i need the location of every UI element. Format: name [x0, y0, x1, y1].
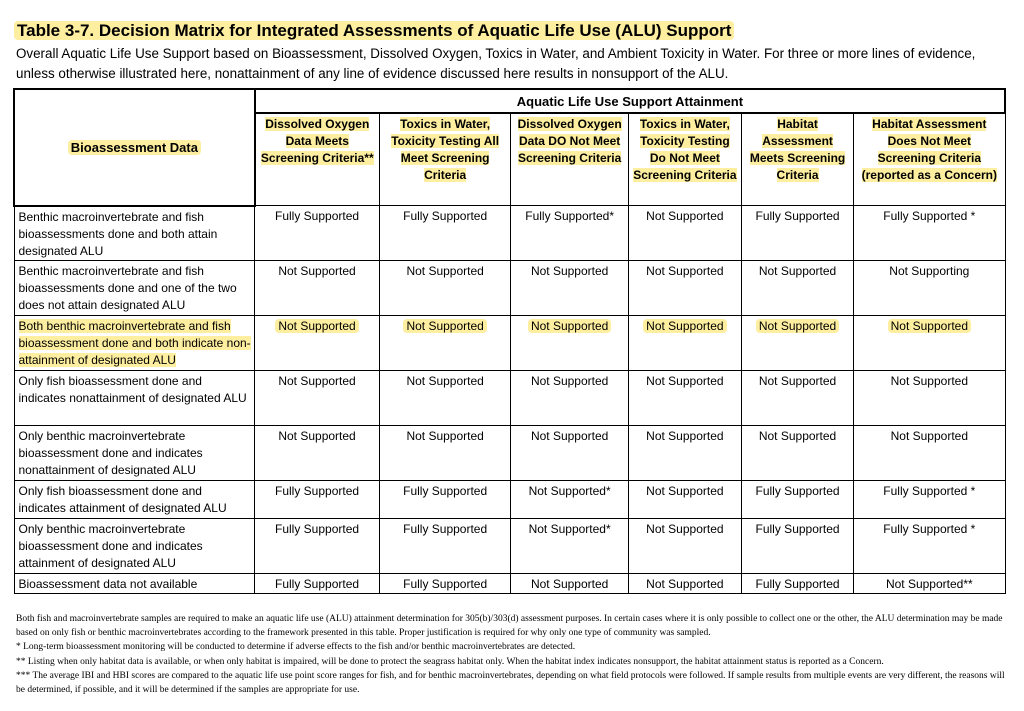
table-cell: Fully Supported — [379, 206, 511, 261]
column-header-label: Toxics in Water, Toxicity Testing Do Not Meet Screening Criteria — [633, 117, 737, 182]
corner-header — [14, 89, 255, 206]
row-label: Benthic macroinvertebrate and fish bioassessments done and both attain designated ALU — [14, 206, 255, 261]
column-header — [854, 113, 1005, 206]
table-cell: Not Supported — [511, 574, 628, 594]
column-header-label: Habitat Assessment Does Not Meet Screening Criteria (reported as a Concern) — [861, 117, 997, 182]
table-cell: Fully Supported — [255, 574, 380, 594]
table-cell: Fully Supported — [741, 206, 853, 261]
row-label-text: Both benthic macroinvertebrate and fish bioassessment done and both indicate non-attainment of designated ALU — [18, 319, 251, 367]
table-cell: Not Supported — [854, 426, 1005, 481]
table-cell: Fully Supported — [379, 519, 511, 574]
table-cell: Fully Supported * — [854, 206, 1005, 261]
table-cell: Not Supported — [628, 261, 741, 316]
table-cell: Not Supported — [379, 371, 511, 426]
column-header — [741, 113, 853, 206]
table-cell: Fully Supported — [741, 574, 853, 594]
column-header — [628, 113, 741, 206]
table-title-text: Table 3-7. Decision Matrix for Integrated Assessments of Aquatic Life Use (ALU) Support — [14, 21, 734, 40]
table-cell-text: Not Supported — [528, 319, 611, 333]
table-row — [14, 426, 1005, 481]
table-cell-text: Not Supported — [756, 319, 839, 333]
table-cell: Fully Supported * — [854, 519, 1005, 574]
row-label: Only benthic macroinvertebrate bioassessment done and indicates nonattainment of designated ALU — [14, 426, 255, 481]
table-cell: Not Supported — [628, 481, 741, 519]
row-label: Only fish bioassessment done and indicates nonattainment of designated ALU — [14, 371, 255, 426]
table-subtitle: Overall Aquatic Life Use Support based on Bioassessment, Dissolved Oxygen, Toxics in Water, and Ambient Toxicity in Water. For three or more lines of evidence, unless otherwise illustrated here, nonattainment of any line of evidence discussed here results in nonsupport of the ALU. — [16, 46, 976, 81]
table-title — [14, 20, 734, 42]
table-row — [14, 261, 1005, 316]
table-cell — [741, 316, 853, 371]
table-row — [14, 574, 1005, 594]
column-header-label: Dissolved Oxygen Data Meets Screening Criteria** — [260, 117, 374, 165]
table-cell — [511, 316, 628, 371]
table-cell: Not Supported — [628, 574, 741, 594]
table-row-highlighted — [14, 316, 1005, 371]
row-label: Only fish bioassessment done and indicates attainment of designated ALU — [14, 481, 255, 519]
table-cell — [255, 316, 380, 371]
table-cell: Fully Supported — [255, 519, 380, 574]
table-cell: Not Supported** — [854, 574, 1005, 594]
footnote: * Long-term bioassessment monitoring will be conducted to determine if adverse effects to the fish and/or benthic macroinvertebrates are detected. — [16, 642, 576, 653]
row-label: Bioassessment data not available — [14, 574, 255, 594]
table-cell: Not Supported — [741, 261, 853, 316]
column-header-label: Toxics in Water, Toxicity Testing All Meet Screening Criteria — [391, 117, 500, 182]
table-cell: Not Supported — [255, 371, 380, 426]
table-row — [14, 206, 1005, 261]
decision-matrix-table — [13, 88, 1006, 594]
table-cell: Not Supported — [741, 371, 853, 426]
table-cell: Fully Supported — [741, 481, 853, 519]
table-cell: Not Supported — [511, 371, 628, 426]
table-cell-text: Not Supported — [275, 319, 358, 333]
table-cell: Fully Supported — [255, 206, 380, 261]
table-cell — [628, 316, 741, 371]
table-cell-text: Not Supported — [403, 319, 486, 333]
table-cell: Not Supported — [255, 261, 380, 316]
column-header — [379, 113, 511, 206]
footnotes — [16, 612, 1006, 697]
footnote: Both fish and macroinvertebrate samples are required to make an aquatic life use (ALU) attainment determination for 305(b)/303(d) assessment purposes. In certain cases where it is only possible to collect one or the other, the ALU determination may be made based on only fish or benthic macroinvertebrates according to the framework presented in this table. Proper justification is required for why only one type of community was sampled. — [16, 614, 1003, 639]
table-cell: Fully Supported — [255, 481, 380, 519]
row-label: Only benthic macroinvertebrate bioassessment done and indicates attainment of designated ALU — [14, 519, 255, 574]
column-header-label: Dissolved Oxygen Data DO Not Meet Screening Criteria — [517, 117, 622, 165]
table-cell: Not Supported — [854, 371, 1005, 426]
table-cell — [854, 316, 1005, 371]
row-label: Benthic macroinvertebrate and fish bioassessments done and one of the two does not attain designated ALU — [14, 261, 255, 316]
table-cell: Not Supported — [741, 426, 853, 481]
table-row — [14, 519, 1005, 574]
table-cell: Fully Supported * — [854, 481, 1005, 519]
table-cell: Not Supported — [511, 261, 628, 316]
table-cell: Not Supported — [628, 206, 741, 261]
table-cell: Not Supported — [379, 426, 511, 481]
table-cell: Fully Supported — [379, 481, 511, 519]
footnote: *** The average IBI and HBI scores are compared to the aquatic life use point score ranges for fish, and for benthic macroinvertebrates, depending on what field protocols were followed. If sample results from multiple events are very different, the reasons will be determined, if possible, and it will be determined if the samples are appropriate for use. — [16, 670, 1005, 696]
table-cell: Not Supported* — [511, 481, 628, 519]
table-cell: Not Supported — [379, 261, 511, 316]
table-cell: Not Supported — [628, 371, 741, 426]
column-header — [511, 113, 628, 206]
table-cell: Fully Supported — [741, 519, 853, 574]
table-cell: Not Supported — [255, 426, 380, 481]
corner-label: Bioassessment Data — [68, 140, 201, 155]
table-row — [14, 481, 1005, 519]
table-cell: Not Supported — [511, 426, 628, 481]
column-header — [255, 113, 380, 206]
table-cell: Not Supported — [628, 519, 741, 574]
row-label — [14, 316, 255, 371]
table-cell: Not Supporting — [854, 261, 1005, 316]
table-cell: Not Supported* — [511, 519, 628, 574]
table-cell-text: Not Supported — [888, 319, 971, 333]
group-header: Aquatic Life Use Support Attainment — [255, 89, 1005, 113]
table-cell: Fully Supported* — [511, 206, 628, 261]
table-row — [14, 371, 1005, 426]
table-cell-text: Not Supported — [643, 319, 726, 333]
table-cell — [379, 316, 511, 371]
table-cell: Not Supported — [628, 426, 741, 481]
column-header-label: Habitat Assessment Meets Screening Criteria — [749, 117, 846, 182]
table-cell: Fully Supported — [379, 574, 511, 594]
footnote: ** Listing when only habitat data is available, or when only habitat is impaired, will be done to protect the seagrass habitat only. When the habitat index indicates nonsupport, the habitat attainment status is reported as a Concern. — [16, 656, 884, 667]
